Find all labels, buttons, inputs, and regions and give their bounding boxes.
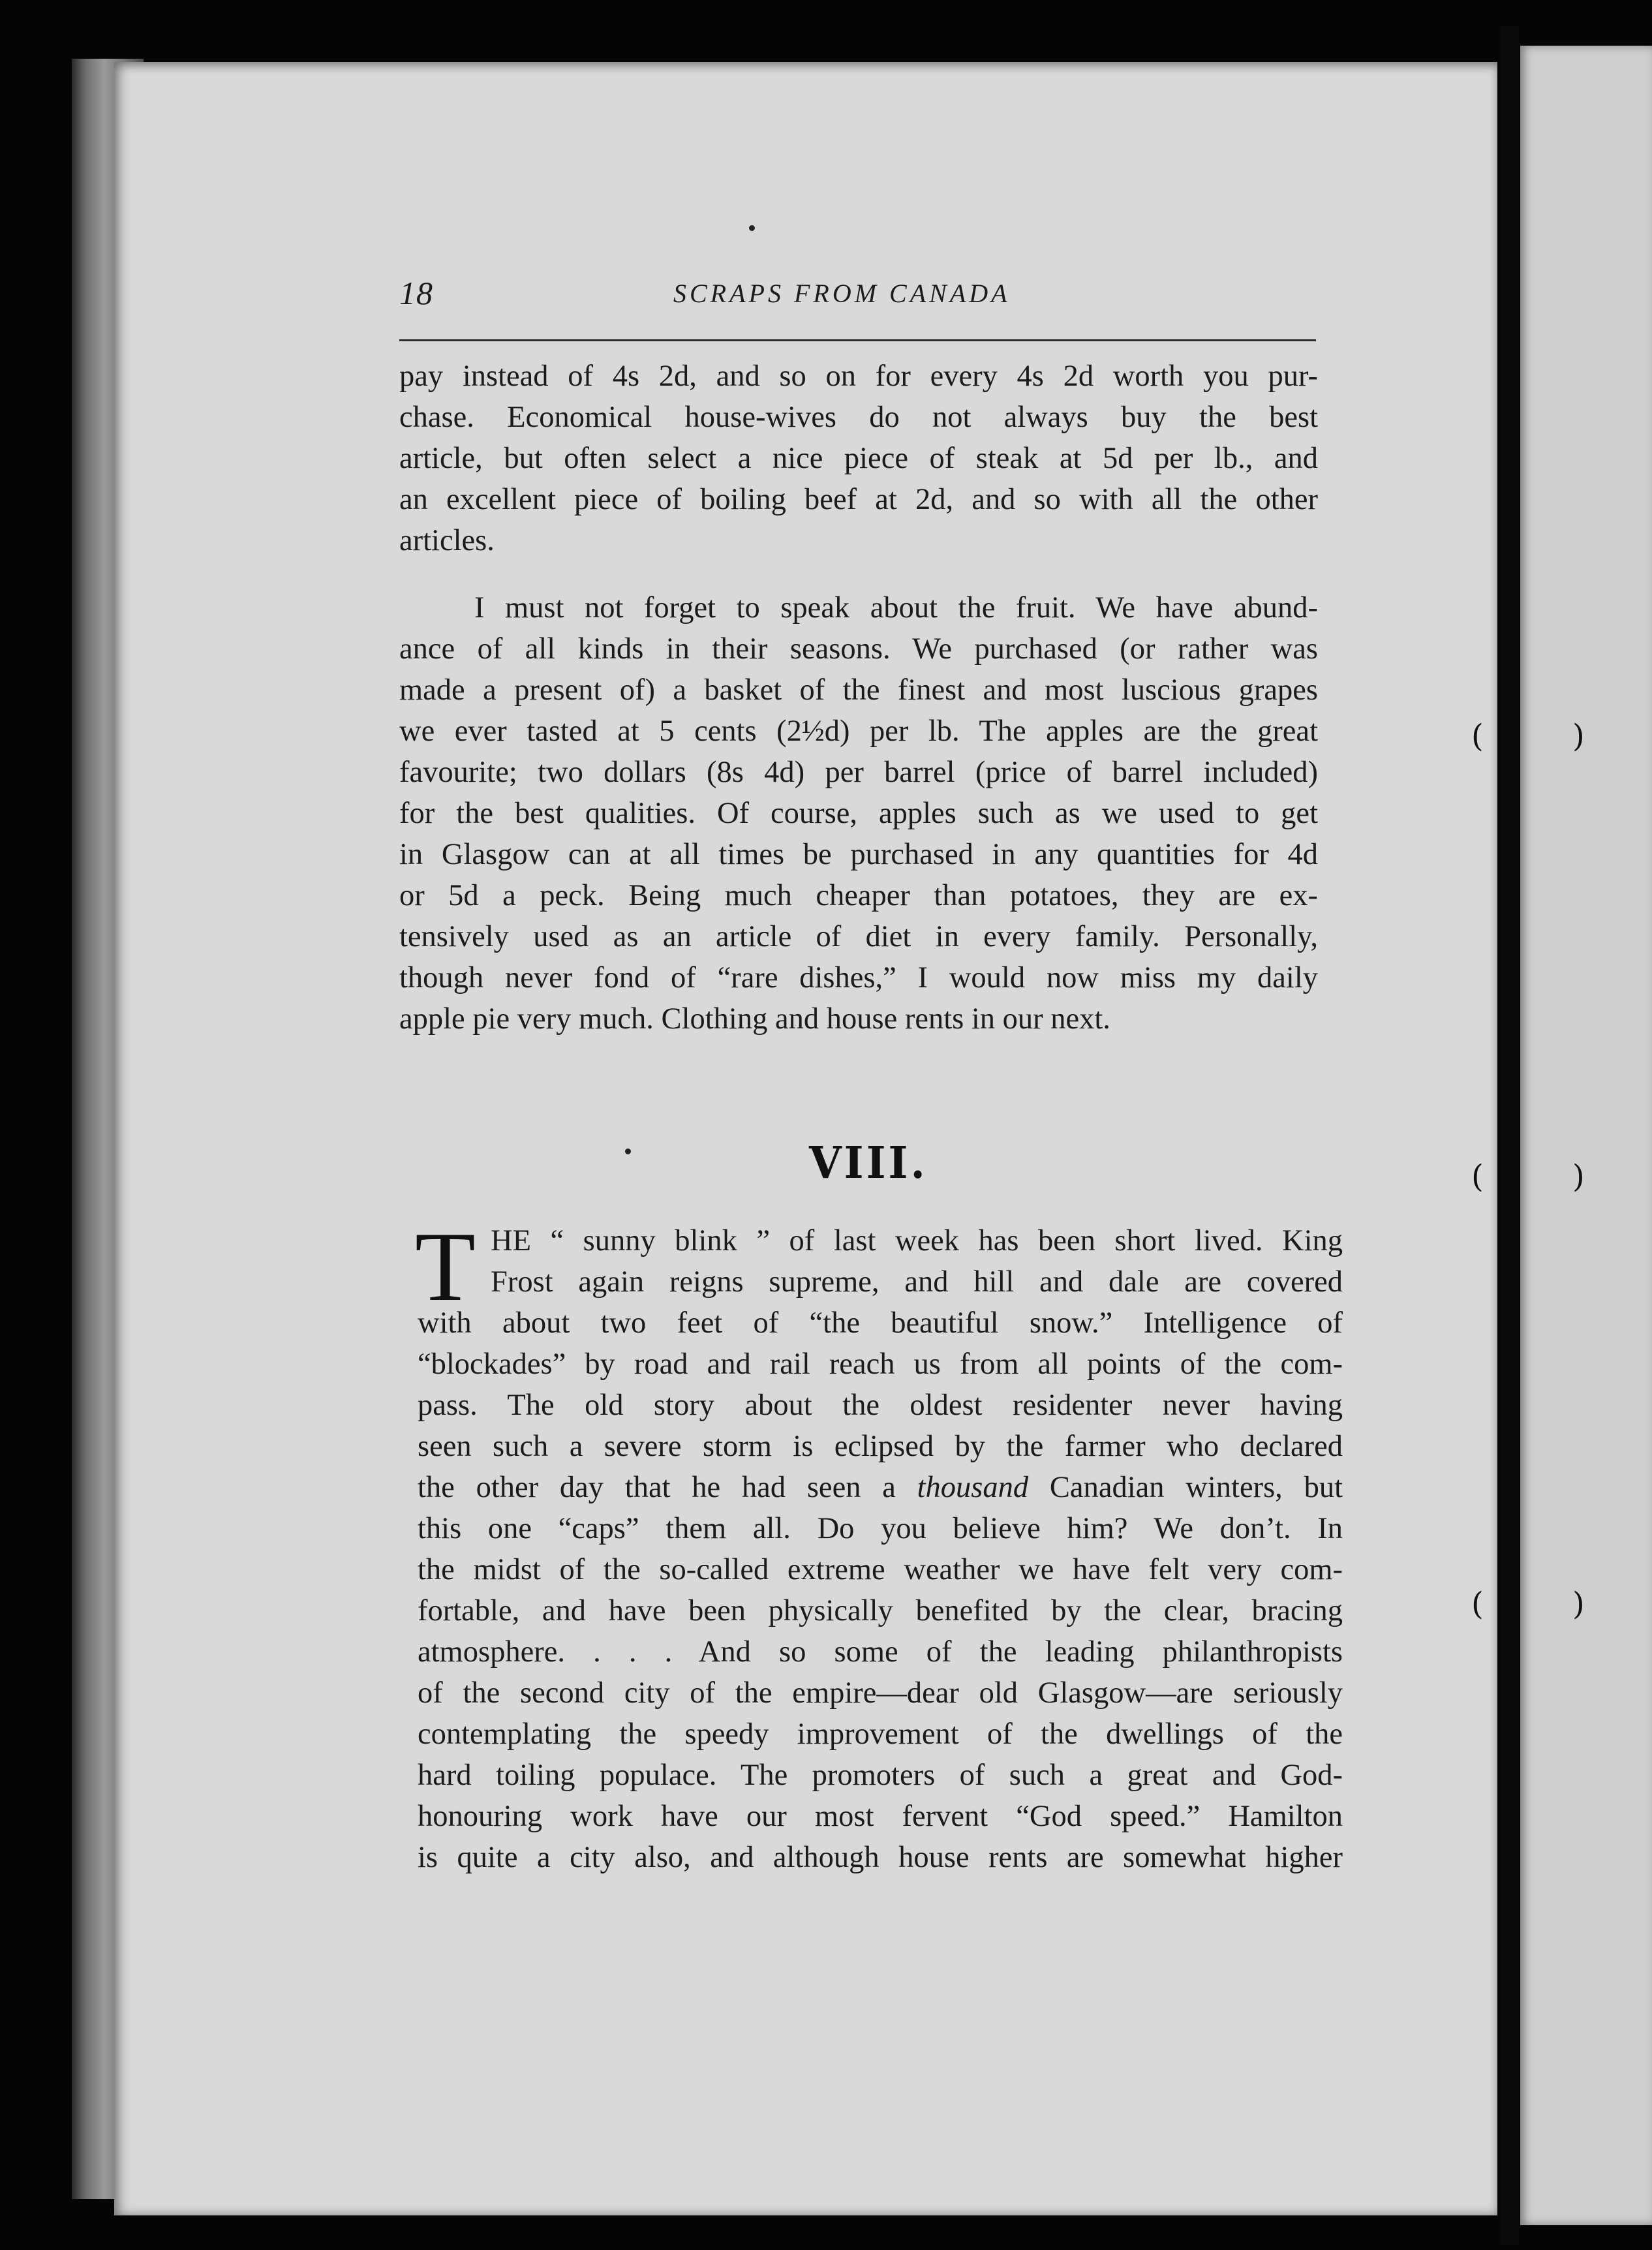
drop-cap: T xyxy=(415,1212,476,1321)
facing-page-mark: ( xyxy=(1471,718,1484,754)
text-line: “blockades” by road and rail reach us from all points of the com- xyxy=(418,1348,1343,1381)
paragraph-1 xyxy=(399,356,1318,561)
facing-page-edge xyxy=(1471,46,1652,2225)
running-head xyxy=(399,274,1319,326)
text-line: though never fond of “rare dishes,” I would now miss my daily xyxy=(399,961,1318,994)
page-number: 18 xyxy=(399,275,433,311)
text-segment: the other day that he had seen a xyxy=(418,1471,896,1504)
text-line: article, but often select a nice piece of steak at 5d per lb., and xyxy=(399,442,1318,475)
text-line: chase. Economical house-wives do not always buy the best xyxy=(399,401,1318,434)
text-line: honouring work have our most fervent “God speed.” Hamilton xyxy=(418,1800,1343,1833)
text-line: with about two feet of “the beautiful snow.” Intelligence of xyxy=(418,1306,1343,1340)
text-line: articles. xyxy=(399,524,495,557)
text-segment: Canadian winters, but xyxy=(1049,1471,1343,1504)
text-line: we ever tasted at 5 cents (2½d) per lb. The apples are the great xyxy=(399,715,1318,748)
text-line: favourite; two dollars (8s 4d) per barrel (price of barrel included) xyxy=(399,756,1318,789)
facing-page-mark: ) xyxy=(1572,718,1585,754)
text-line: in Glasgow can at all times be purchased in any quantities for 4d xyxy=(399,838,1318,871)
text-line: of the second city of the empire—dear old Glasgow—are seriously xyxy=(418,1676,1343,1710)
facing-page-mark: ) xyxy=(1572,1158,1585,1195)
running-title: SCRAPS FROM CANADA xyxy=(673,279,1011,308)
head-rule xyxy=(399,339,1316,341)
facing-page-mark: ( xyxy=(1471,1586,1484,1622)
text-line: for the best qualities. Of course, apples such as we used to get xyxy=(399,797,1318,830)
text-line: apple pie very much. Clothing and house rents in our next. xyxy=(399,1002,1110,1036)
speck xyxy=(749,225,755,231)
text-line: fortable, and have been physically benefited by the clear, bracing xyxy=(418,1594,1343,1627)
text-line: seen such a severe storm is eclipsed by the farmer who declared xyxy=(418,1430,1343,1463)
section-paragraph xyxy=(418,1220,1343,1878)
text-line: atmosphere. . . . And so some of the leading philanthropists xyxy=(418,1635,1343,1669)
emphasis-text: thousand xyxy=(917,1471,1029,1504)
text-line: tensively used as an article of diet in every family. Personally, xyxy=(399,920,1318,953)
book-gutter xyxy=(1501,26,1519,2245)
text-line: I must not forget to speak about the fruit. We have abund- xyxy=(474,591,1318,624)
section-heading: VIII. xyxy=(809,1137,928,1189)
text-line: the midst of the so-called extreme weather we have felt very com- xyxy=(418,1553,1343,1586)
text-line: contemplating the speedy improvement of the dwellings of the xyxy=(418,1718,1343,1751)
text-line: pass. The old story about the oldest residenter never having xyxy=(418,1389,1343,1422)
text-line: is quite a city also, and although house rents are somewhat higher xyxy=(418,1841,1343,1874)
facing-page-mark: ) xyxy=(1572,1586,1585,1622)
text-line: pay instead of 4s 2d, and so on for every 4s 2d worth you pur- xyxy=(399,360,1318,393)
text-line: Frost again reigns supreme, and hill and dale are covered xyxy=(491,1265,1343,1299)
text-line: hard toiling populace. The promoters of such a great and God- xyxy=(418,1759,1343,1792)
facing-page-mark: ( xyxy=(1471,1158,1484,1195)
text-line: an excellent piece of boiling beef at 2d, and so with all the other xyxy=(399,483,1318,516)
text-line: this one “caps” them all. Do you believe him? We don’t. In xyxy=(418,1512,1343,1545)
paragraph-2 xyxy=(399,587,1318,1040)
text-line: ance of all kinds in their seasons. We purchased (or rather was xyxy=(399,632,1318,666)
text-line: made a present of) a basket of the finest and most luscious grapes xyxy=(399,673,1318,707)
text-line-mixed xyxy=(418,1467,1343,1508)
speck xyxy=(625,1148,631,1154)
text-line: or 5d a peck. Being much cheaper than potatoes, they are ex- xyxy=(399,879,1318,912)
text-line: HE “ sunny blink ” of last week has been short lived. King xyxy=(491,1224,1343,1257)
